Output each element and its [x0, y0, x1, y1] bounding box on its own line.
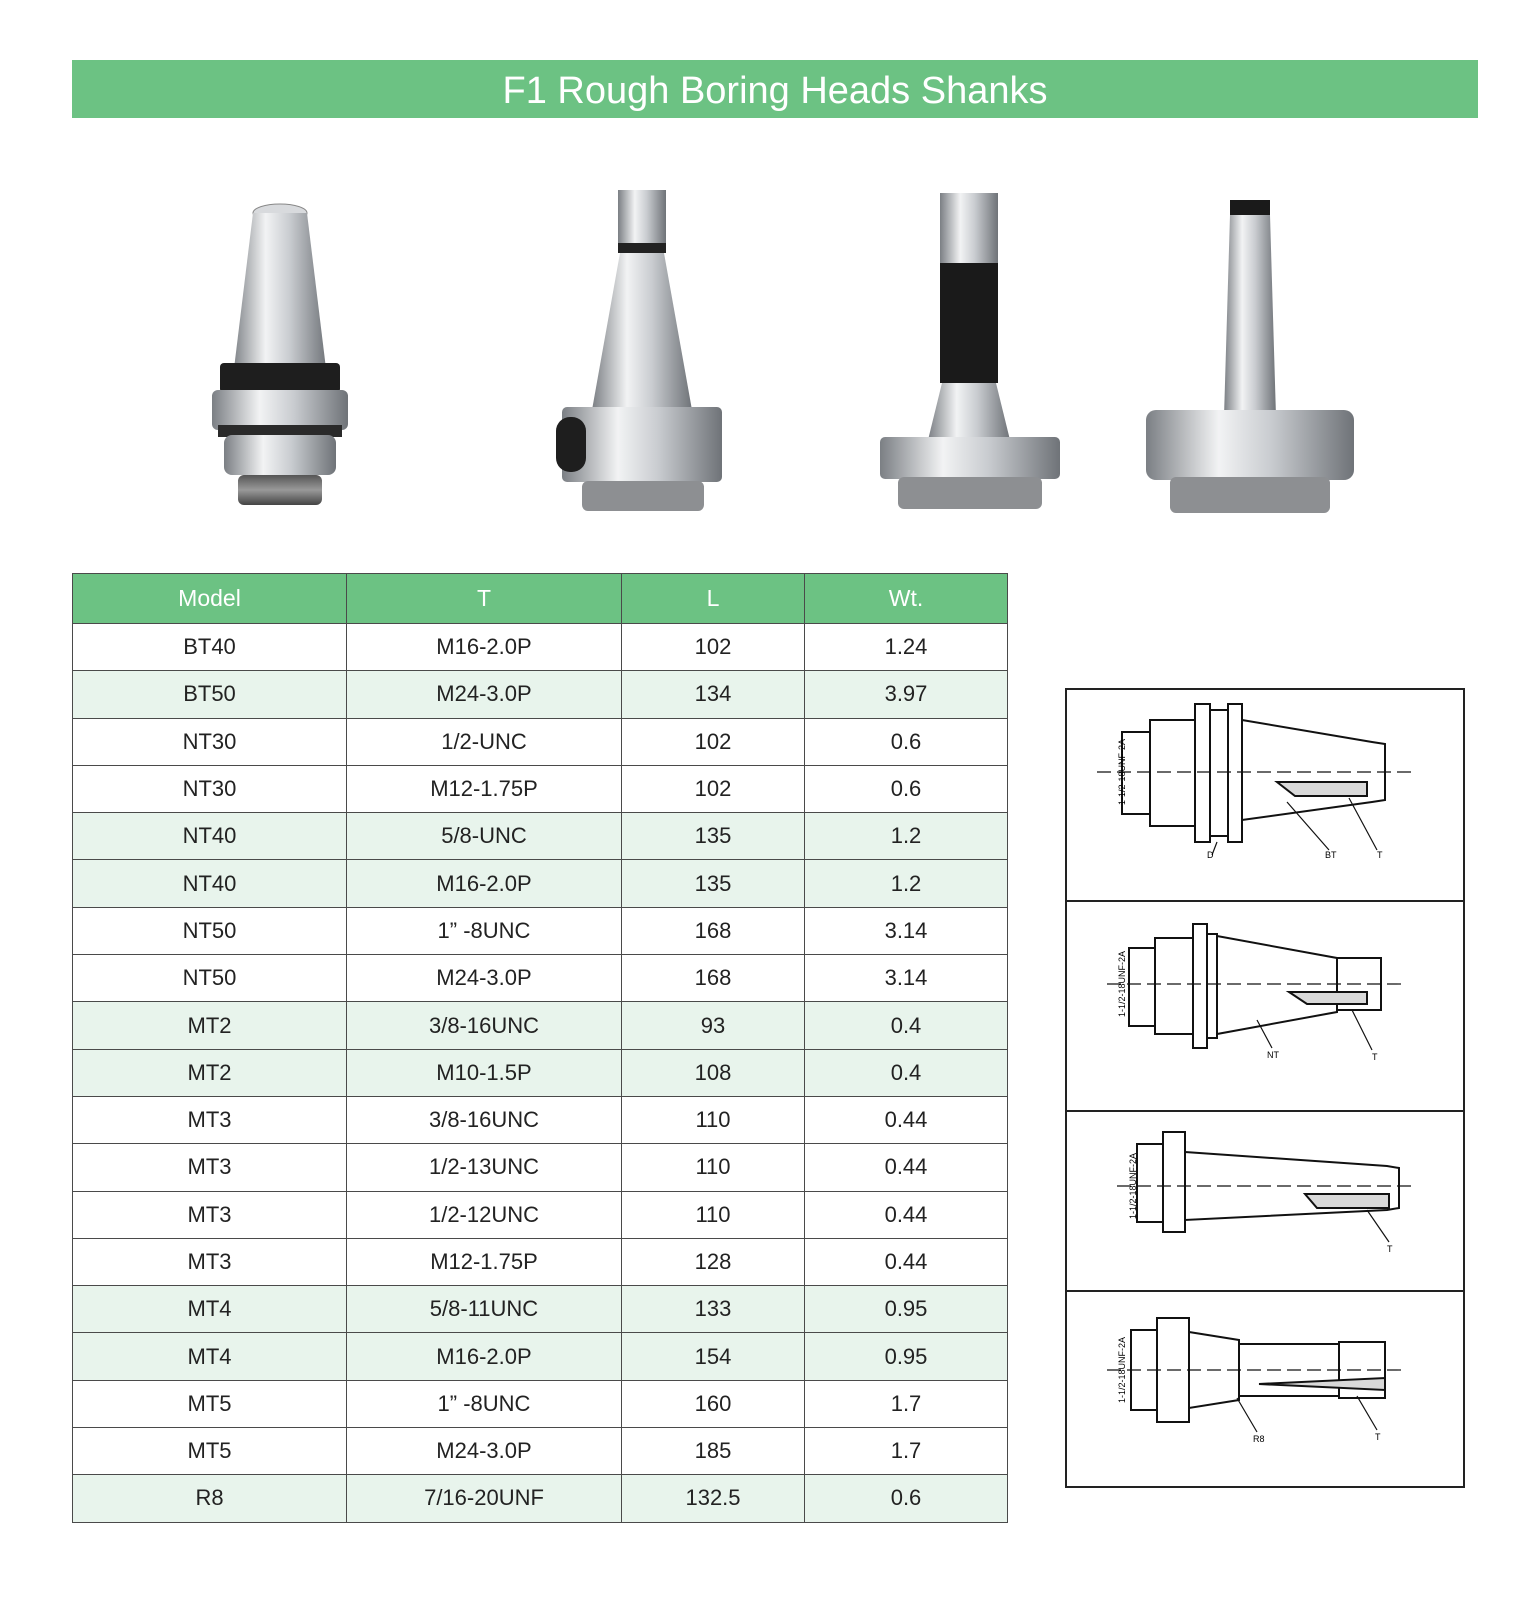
- cell-t: 1” -8UNC: [347, 907, 622, 954]
- cell-wt: 0.6: [805, 1475, 1008, 1522]
- table-row: [73, 1286, 1008, 1333]
- cell-t: 1/2-UNC: [347, 718, 622, 765]
- cell-wt: 3.97: [805, 671, 1008, 718]
- cell-l: 102: [622, 718, 805, 765]
- r8-drawing-icon: [1067, 1290, 1463, 1486]
- dimension-label: T: [1377, 850, 1383, 860]
- table-row: [73, 1428, 1008, 1475]
- thread-label: 1-1/2-18UNF-2A: [1128, 1152, 1138, 1220]
- table-row: [73, 813, 1008, 860]
- cell-l: 93: [622, 1002, 805, 1049]
- table-row: [73, 765, 1008, 812]
- thread-label: 1-1/2-18UNF-2A: [1117, 950, 1127, 1018]
- table-row: [73, 718, 1008, 765]
- cell-model: NT50: [73, 907, 347, 954]
- cell-wt: 1.2: [805, 813, 1008, 860]
- dimension-label: R8: [1253, 1434, 1265, 1444]
- cell-l: 102: [622, 765, 805, 812]
- bt-drawing-icon: [1067, 690, 1463, 900]
- spec-table: [72, 573, 1008, 1523]
- cell-model: BT40: [73, 624, 347, 671]
- table-row: [73, 1096, 1008, 1143]
- cell-t: 7/16-20UNF: [347, 1475, 622, 1522]
- nt-shank-icon: [540, 185, 740, 530]
- cell-t: 1/2-12UNC: [347, 1191, 622, 1238]
- cell-model: NT30: [73, 718, 347, 765]
- cell-model: MT4: [73, 1286, 347, 1333]
- nt-shank-drawing: [1067, 900, 1463, 1112]
- cell-l: 132.5: [622, 1475, 805, 1522]
- table-row: [73, 907, 1008, 954]
- cell-model: NT40: [73, 813, 347, 860]
- table-row: [73, 1144, 1008, 1191]
- table-row: [73, 955, 1008, 1002]
- cell-l: 154: [622, 1333, 805, 1380]
- cell-model: NT40: [73, 860, 347, 907]
- cell-t: 1/2-13UNC: [347, 1144, 622, 1191]
- page-title: F1 Rough Boring Heads Shanks: [502, 70, 1048, 112]
- cell-t: 5/8-11UNC: [347, 1286, 622, 1333]
- table-row: [73, 1475, 1008, 1522]
- cell-model: MT5: [73, 1428, 347, 1475]
- r8-shank-photo: [870, 185, 1070, 530]
- cell-model: MT3: [73, 1191, 347, 1238]
- dimension-label: D: [1207, 850, 1214, 860]
- cell-wt: 0.44: [805, 1191, 1008, 1238]
- nt-shank-photo: [540, 185, 740, 530]
- cell-wt: 1.7: [805, 1380, 1008, 1427]
- mt-shank-drawing: [1067, 1110, 1463, 1292]
- cell-model: MT3: [73, 1096, 347, 1143]
- cell-t: M16-2.0P: [347, 624, 622, 671]
- cell-wt: 1.7: [805, 1428, 1008, 1475]
- cell-t: 3/8-16UNC: [347, 1002, 622, 1049]
- cell-l: 110: [622, 1191, 805, 1238]
- cell-model: MT3: [73, 1238, 347, 1285]
- cell-t: M24-3.0P: [347, 1428, 622, 1475]
- bt40-shank-photo: [180, 185, 380, 530]
- cell-l: 108: [622, 1049, 805, 1096]
- table-row: [73, 1333, 1008, 1380]
- cell-t: M24-3.0P: [347, 671, 622, 718]
- cell-t: M10-1.5P: [347, 1049, 622, 1096]
- cell-model: MT2: [73, 1049, 347, 1096]
- mt-drawing-icon: [1067, 1110, 1463, 1290]
- table-header-row: [73, 574, 1008, 624]
- cell-model: R8: [73, 1475, 347, 1522]
- cell-model: NT50: [73, 955, 347, 1002]
- thread-label: 1-1/2-18UNF-2A: [1117, 738, 1127, 806]
- dimension-label: BT: [1325, 850, 1337, 860]
- cell-wt: 1.2: [805, 860, 1008, 907]
- cell-wt: 0.95: [805, 1333, 1008, 1380]
- table-row: [73, 1191, 1008, 1238]
- column-header-l: L: [622, 574, 805, 624]
- cell-wt: 3.14: [805, 955, 1008, 1002]
- cell-l: 102: [622, 624, 805, 671]
- table-row: [73, 1380, 1008, 1427]
- cell-wt: 0.44: [805, 1144, 1008, 1191]
- column-header-t: T: [347, 574, 622, 624]
- cell-t: 1” -8UNC: [347, 1380, 622, 1427]
- table-row: [73, 1049, 1008, 1096]
- page-title-banner: [72, 60, 1478, 118]
- cell-l: 168: [622, 955, 805, 1002]
- table-row: [73, 1002, 1008, 1049]
- cell-l: 133: [622, 1286, 805, 1333]
- cell-wt: 0.44: [805, 1238, 1008, 1285]
- cell-t: M16-2.0P: [347, 1333, 622, 1380]
- thread-label: 1-1/2-18UNF-2A: [1117, 1336, 1127, 1404]
- table-row: [73, 860, 1008, 907]
- dimension-label: T: [1387, 1244, 1393, 1254]
- cell-l: 185: [622, 1428, 805, 1475]
- cell-t: M16-2.0P: [347, 860, 622, 907]
- cell-l: 128: [622, 1238, 805, 1285]
- mt-shank-photo: [1140, 185, 1360, 530]
- dimension-label: T: [1372, 1052, 1378, 1062]
- cell-t: M12-1.75P: [347, 765, 622, 812]
- r8-shank-drawing: [1067, 1290, 1463, 1486]
- cell-model: BT50: [73, 671, 347, 718]
- cell-wt: 0.6: [805, 765, 1008, 812]
- cell-l: 110: [622, 1096, 805, 1143]
- column-header-model: Model: [73, 574, 347, 624]
- cell-wt: 0.44: [805, 1096, 1008, 1143]
- cell-l: 160: [622, 1380, 805, 1427]
- cell-l: 135: [622, 813, 805, 860]
- cell-wt: 0.4: [805, 1002, 1008, 1049]
- cell-model: NT30: [73, 765, 347, 812]
- cell-wt: 0.95: [805, 1286, 1008, 1333]
- table-row: [73, 1238, 1008, 1285]
- cell-t: 3/8-16UNC: [347, 1096, 622, 1143]
- cell-l: 134: [622, 671, 805, 718]
- cell-l: 135: [622, 860, 805, 907]
- cell-model: MT3: [73, 1144, 347, 1191]
- cell-t: M24-3.0P: [347, 955, 622, 1002]
- cell-l: 110: [622, 1144, 805, 1191]
- table-row: [73, 671, 1008, 718]
- bt-shank-icon: [180, 185, 380, 530]
- mt-shank-icon: [1140, 185, 1360, 530]
- column-header-wt: Wt.: [805, 574, 1008, 624]
- r8-shank-icon: [870, 185, 1070, 530]
- cell-wt: 0.6: [805, 718, 1008, 765]
- cell-model: MT2: [73, 1002, 347, 1049]
- cell-wt: 3.14: [805, 907, 1008, 954]
- cell-t: M12-1.75P: [347, 1238, 622, 1285]
- dimension-label: NT: [1267, 1050, 1279, 1060]
- cell-l: 168: [622, 907, 805, 954]
- table-row: [73, 624, 1008, 671]
- cell-wt: 1.24: [805, 624, 1008, 671]
- cell-t: 5/8-UNC: [347, 813, 622, 860]
- cell-model: MT5: [73, 1380, 347, 1427]
- bt-shank-drawing: [1067, 690, 1463, 902]
- dimension-label: T: [1375, 1432, 1381, 1442]
- technical-drawings-panel: [1065, 688, 1465, 1488]
- cell-model: MT4: [73, 1333, 347, 1380]
- nt-drawing-icon: [1067, 900, 1463, 1110]
- cell-wt: 0.4: [805, 1049, 1008, 1096]
